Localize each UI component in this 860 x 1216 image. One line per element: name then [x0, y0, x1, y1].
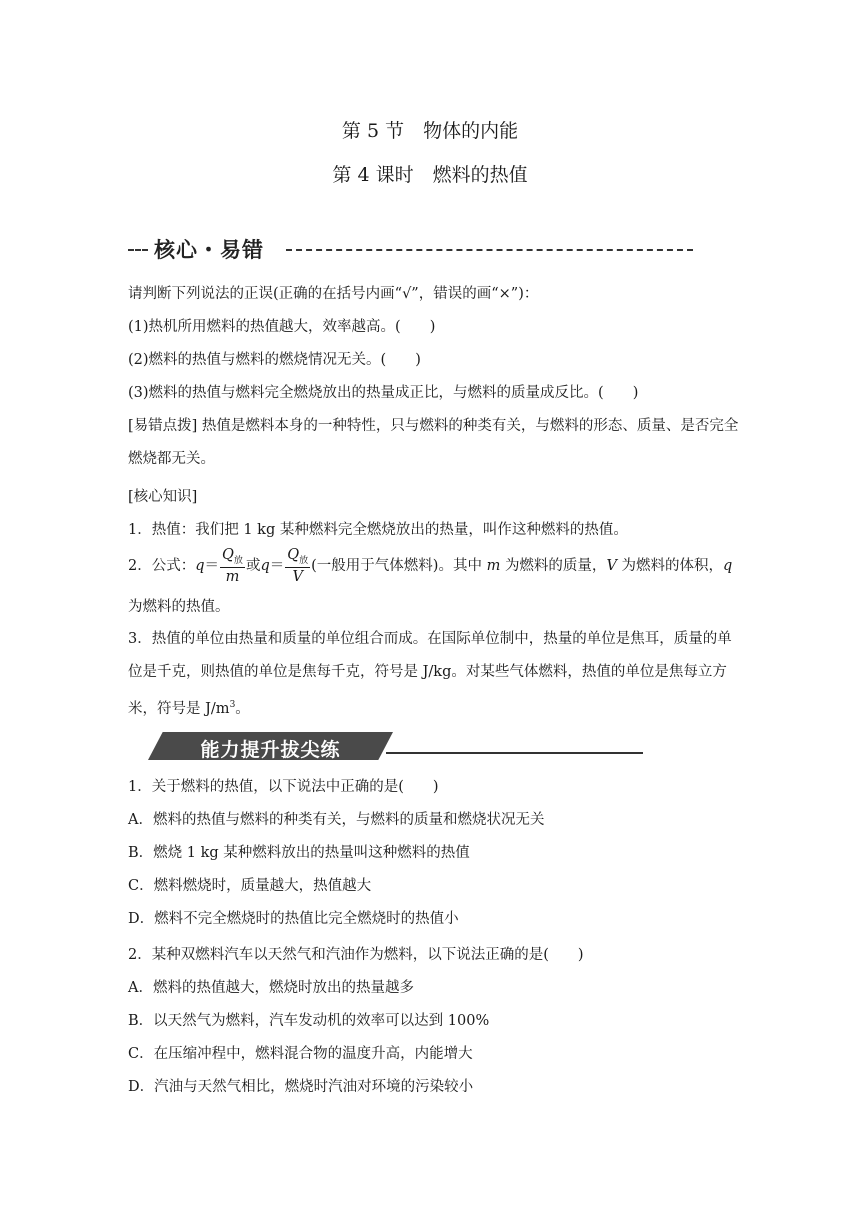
knowledge-3-superscript: 3 — [229, 700, 236, 710]
knowledge-3-text: 3．热值的单位由热量和质量的单位组合而成。在国际单位制中，热量的单位是焦耳，质量的单位是千克，则热值的单位是焦每千克，符号是 J/kg。对某些气体燃料，热值的单位是焦每立方米，符号是 J/m — [128, 631, 732, 717]
judgment-item-3: (3)燃料的热值与燃料完全燃烧放出的热量成正比，与燃料的质量成反比。( ) — [128, 385, 639, 401]
formula-m-symbol: m — [486, 558, 501, 575]
section-title: 第 5 节 物体的内能 — [341, 120, 519, 142]
formula-v-symbol: V — [606, 558, 617, 575]
question-2-stem: 2．某种双燃料汽车以天然气和汽油作为燃料，以下说法正确的是( ) — [128, 947, 584, 963]
banner-rule — [386, 752, 643, 754]
practice-banner-text: 能力提升拔尖练 — [200, 739, 341, 761]
formula-q: q — [195, 558, 205, 575]
knowledge-label: [核心知识] — [128, 489, 198, 505]
error-tip: [易错点拨] 热值是燃料本身的一种特性，只与燃料的种类有关，与燃料的形态、质量、是否完全燃烧都无关。 — [128, 418, 739, 467]
formula-prefix: 2．公式： — [128, 558, 196, 575]
question-1-stem: 1．关于燃料的热值，以下说法中正确的是( ) — [128, 779, 439, 795]
formula-q-desc: 为燃料的热值。 — [128, 599, 230, 615]
question-1-option-c: C．燃料燃烧时，质量越大，热值越大 — [128, 878, 372, 894]
judgment-item-1: (1)热机所用燃料的热值越大，效率越高。( ) — [128, 319, 436, 335]
formula-or: 或 — [245, 558, 261, 575]
question-1-option-d: D．燃料不完全燃烧时的热值比完全燃烧时的热值小 — [128, 911, 459, 927]
question-2-option-d: D．汽油与天然气相比，燃烧时汽油对环境的污染较小 — [128, 1079, 474, 1095]
knowledge-item-2-formula — [128, 548, 740, 584]
core-banner — [128, 234, 693, 264]
banner-dash-tail — [286, 249, 693, 251]
formula-equals: ＝ — [204, 558, 220, 575]
formula-after: (一般用于气体燃料)。其中 — [311, 558, 482, 575]
judgment-item-2: (2)燃料的热值与燃料的燃烧情况无关。( ) — [128, 352, 421, 368]
question-1-option-a: A．燃料的热值与燃料的种类有关，与燃料的质量和燃烧状况无关 — [128, 812, 545, 828]
fraction-denominator-v: V — [292, 568, 303, 585]
lesson-title: 第 4 课时 燃料的热值 — [332, 164, 528, 186]
formula-equals-2: ＝ — [269, 558, 285, 575]
fraction-denominator-m: m — [225, 568, 240, 585]
fraction-subscript-2: 放 — [299, 555, 309, 566]
fraction-q-over-v — [285, 548, 310, 584]
formula-q-2: q — [260, 558, 270, 575]
core-banner-text: 核心・易错 — [154, 238, 264, 262]
question-2-option-b: B．以天然气为燃料，汽车发动机的效率可以达到 100% — [128, 1013, 490, 1029]
fraction-q-over-m — [220, 548, 245, 584]
practice-banner — [128, 732, 643, 762]
fraction-subscript: 放 — [233, 555, 243, 566]
question-1-option-b: B．燃烧 1 kg 某种燃料放出的热量叫这种燃料的热值 — [128, 845, 470, 861]
judgment-instruction: 请判断下列说法的正误(正确的在括号内画“√”，错误的画“×”)： — [128, 286, 539, 302]
fraction-numerator-q-2: Q — [287, 547, 300, 563]
fraction-numerator-q: Q — [222, 547, 234, 563]
formula-q-symbol: q — [723, 558, 733, 575]
formula-v-desc: 为燃料的体积， — [621, 558, 724, 575]
knowledge-item-3 — [128, 623, 740, 726]
banner-dash-lead — [128, 249, 148, 251]
knowledge-3-end: 。 — [235, 700, 250, 717]
formula-m-desc: 为燃料的质量， — [504, 558, 607, 575]
knowledge-item-1: 1．热值：我们把 1 kg 某种燃料完全燃烧放出的热量，叫作这种燃料的热值。 — [128, 522, 628, 538]
question-2-option-a: A．燃料的热值越大，燃烧时放出的热量越多 — [128, 980, 414, 996]
question-2-option-c: C．在压缩冲程中，燃料混合物的温度升高，内能增大 — [128, 1046, 473, 1062]
